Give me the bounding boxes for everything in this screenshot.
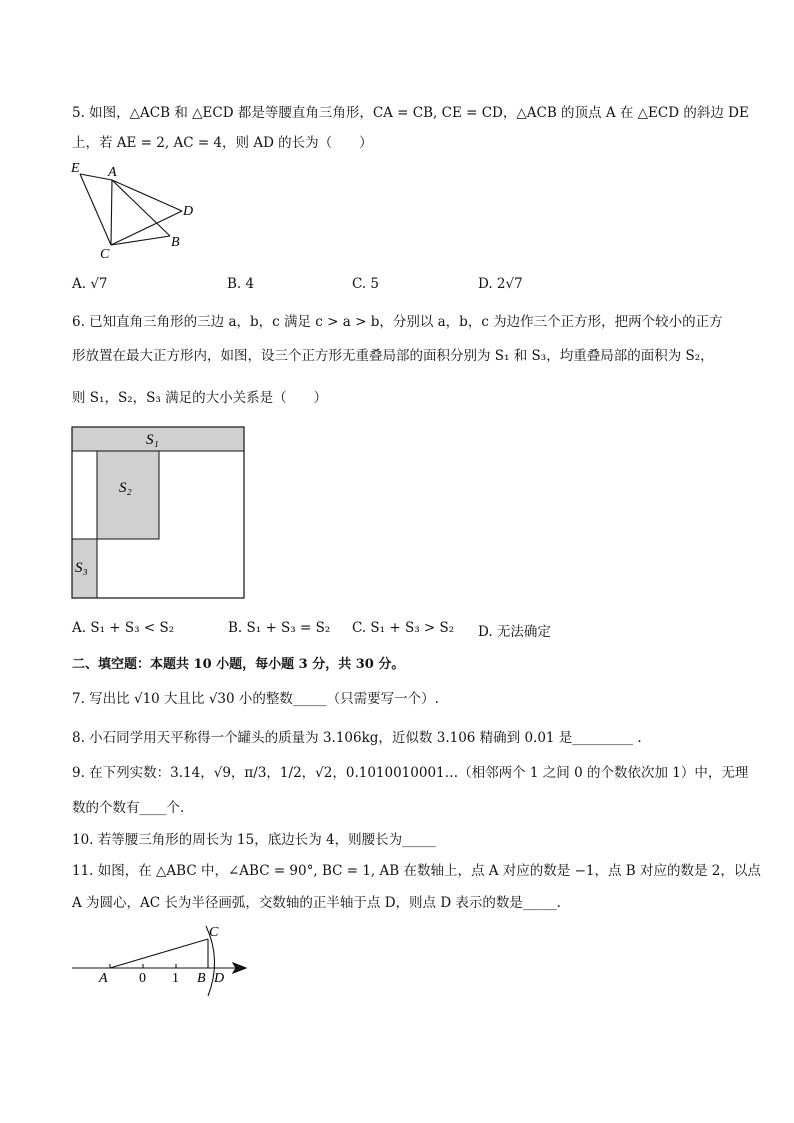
q5-seg-AC xyxy=(111,180,112,245)
q5-seg-AB xyxy=(112,180,170,236)
q6-label-s3: S₃ xyxy=(75,560,88,576)
q5-label-D: D xyxy=(183,204,194,219)
q6-option-a[interactable]: A. S₁ + S₃ < S₂ xyxy=(72,620,175,636)
q11-text-line1: 11. 如图，在 △ABC 中，∠ABC = 90°, BC = 1, AB 在数轴上，点 A 对应的数是 −1，点 B 对应的数是 2，以点 xyxy=(72,863,761,879)
q7-text: 7. 写出比 √10 大且比 √30 小的整数_____（只需要写一个）. xyxy=(72,691,439,707)
q9-text-line1: 9. 在下列实数：3.14，√9，π/3，1/2，√2，0.1010010001…（相邻两个 1 之间 0 的个数依次加 1）中，无理 xyxy=(72,765,749,781)
q11-figure xyxy=(70,920,255,1000)
q11-seg-AC xyxy=(110,939,208,968)
q6-text-line2: 形放置在最大正方形内，如图，设三个正方形无重叠局部的面积分别为 S₁ 和 S₃，均重叠局部的面积为 S₂， xyxy=(72,348,714,364)
q5-option-a[interactable]: A. √7 xyxy=(72,276,108,292)
q6-text-line3: 则 S₁，S₂，S₃ 满足的大小关系是（ ） xyxy=(72,390,328,406)
q11-label-B: B xyxy=(197,971,206,986)
q5-option-b[interactable]: B. 4 xyxy=(227,276,255,292)
q9-text-line2: 数的个数有____个. xyxy=(72,800,185,816)
q11-label-D: D xyxy=(214,971,225,986)
q6-label-s2: S₂ xyxy=(119,480,132,496)
q6-option-d[interactable]: D. 无法确定 xyxy=(478,624,551,640)
q6-text-line1: 6. 已知直角三角形的三边 a，b，c 满足 c > a > b，分别以 a，b，c 为边作三个正方形，把两个较小的正方 xyxy=(72,314,723,330)
q11-text-line2: A 为圆心，AC 长为半径画弧，交数轴的正半轴于点 D，则点 D 表示的数是_____. xyxy=(72,895,561,911)
q5-text-line1: 5. 如图，△ACB 和 △ECD 都是等腰直角三角形，CA = CB, CE = CD，△ACB 的顶点 A 在 △ECD 的斜边 DE xyxy=(72,105,749,121)
q5-option-c[interactable]: C. 5 xyxy=(352,276,380,292)
q5-label-C: C xyxy=(100,247,110,262)
q5-seg-AD xyxy=(112,180,182,211)
q11-label-1: 1 xyxy=(172,971,179,986)
q5-seg-EC xyxy=(80,174,111,245)
q6-figure xyxy=(71,426,247,600)
q5-label-E: E xyxy=(71,161,80,176)
section-2-heading: 二、填空题：本题共 10 小题，每小题 3 分，共 30 分。 xyxy=(72,657,405,672)
q8-text: 8. 小石同学用天平称得一个罐头的质量为 3.106kg，近似数 3.106 精确到 0.01 是_________ . xyxy=(72,730,642,746)
q6-label-s1: S₁ xyxy=(146,432,159,448)
q5-label-B: B xyxy=(171,235,180,250)
q11-label-A: A xyxy=(99,971,108,986)
q5-figure xyxy=(68,158,203,263)
q5-text-line2: 上，若 AE = 2, AC = 4，则 AD 的长为（ ） xyxy=(72,135,373,151)
q6-option-b[interactable]: B. S₁ + S₃ = S₂ xyxy=(228,620,331,636)
q11-label-0: 0 xyxy=(139,971,146,986)
q11-label-C: C xyxy=(209,925,219,940)
q5-option-d[interactable]: D. 2√7 xyxy=(478,276,523,292)
q6-option-c[interactable]: C. S₁ + S₃ > S₂ xyxy=(352,620,455,636)
q5-label-A: A xyxy=(108,165,117,180)
q10-text: 10. 若等腰三角形的周长为 15，底边长为 4，则腰长为_____ xyxy=(72,832,436,848)
